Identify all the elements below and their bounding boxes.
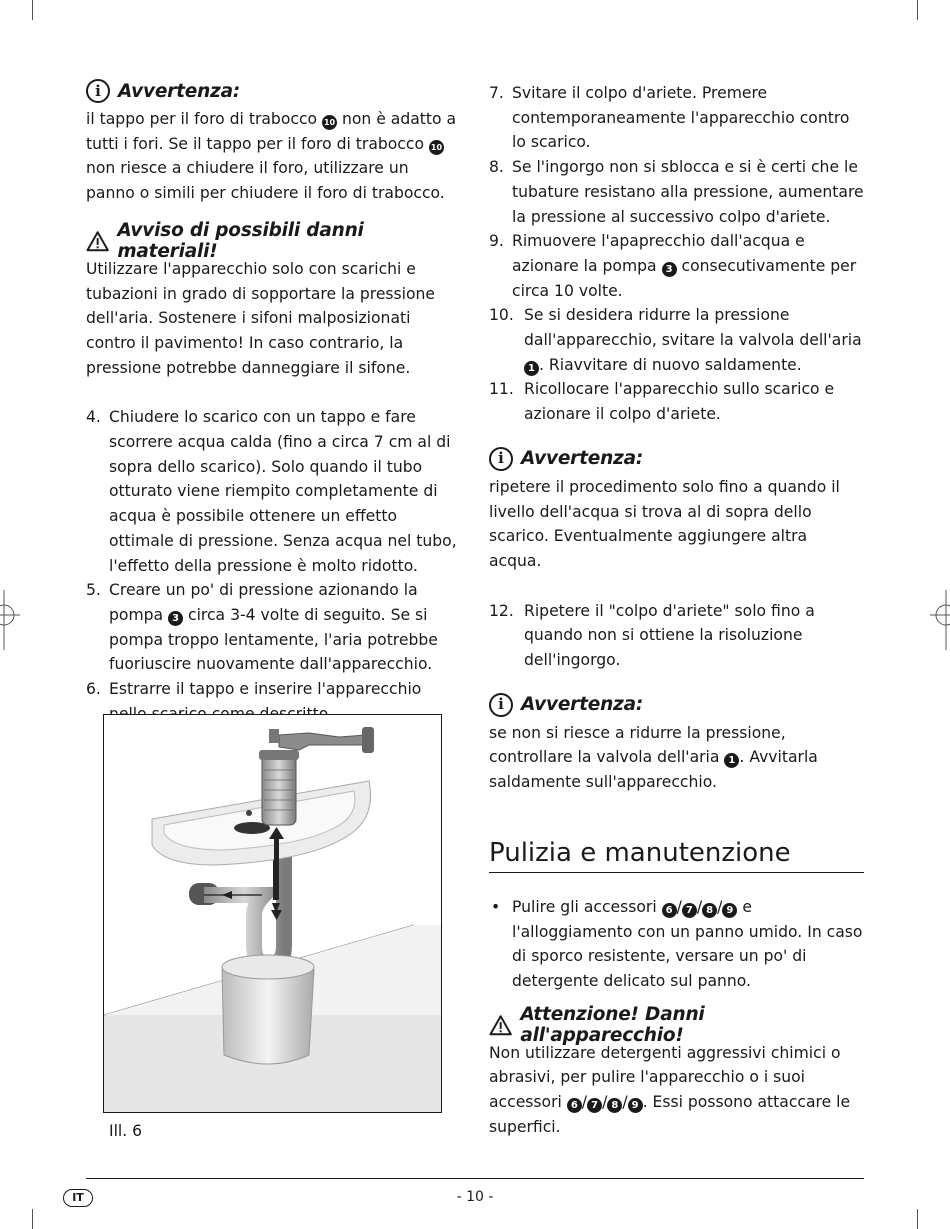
part-ref-1: 1 (524, 361, 539, 376)
warning-title: Attenzione! Danni all'apparecchio! (520, 1003, 705, 1046)
warning-icon (86, 230, 109, 252)
note-title: Avvertenza: (521, 448, 644, 470)
note-heading (86, 76, 460, 106)
illustration-6 (103, 714, 442, 1113)
part-ref-7: 7 (587, 1098, 602, 1113)
part-ref-10: 10 (429, 140, 444, 155)
crop-mark-bottom-left (32, 1209, 33, 1229)
figure-caption: Ill. 6 (109, 1122, 143, 1140)
part-ref-9: 9 (628, 1098, 643, 1113)
part-ref-3: 3 (662, 262, 677, 277)
part-ref-6: 6 (567, 1098, 582, 1113)
language-badge: IT (63, 1189, 93, 1207)
note-title: Avvertenza: (118, 80, 241, 102)
step-item: 10. Se si desidera ridurre la pressione dall'apparecchio, svitare la valvola dell'aria 1 . Riavvitare di nuovo saldamente. (489, 306, 862, 374)
footer-divider (86, 1178, 864, 1179)
crop-mark-bottom-right (917, 1209, 918, 1229)
part-ref-8: 8 (607, 1098, 622, 1113)
note-heading (489, 690, 864, 720)
warning-text: Utilizzare l'apparecchio solo con scarichi e tubazioni in grado di sopportare la pressione dell'aria. Sostenere i sifoni malposizionati contro il pavimento! In caso contrario, la pressione potrebbe danneggiare il sifone. (86, 259, 436, 377)
right-column (489, 81, 864, 1140)
left-column (86, 76, 460, 751)
part-ref-8: 8 (702, 903, 717, 918)
crop-mark-top-right (917, 0, 918, 20)
part-ref-6: 6 (662, 903, 677, 918)
step-list (489, 81, 864, 303)
page-number: - 10 - (456, 1189, 494, 1205)
step-item: 6. Estrarre il tappo e inserire l'apparecchio (86, 680, 422, 699)
note-title: Avvertenza: (521, 694, 644, 716)
registration-mark-right (920, 590, 950, 650)
note-heading (489, 444, 864, 474)
crop-mark-top-left (32, 0, 33, 20)
part-ref-1: 1 (724, 753, 739, 768)
step-item: 12. Ripetere il "colpo d'ariete" solo fino a quando non si ottiene la risoluzione dell'ingorgo. (489, 601, 815, 670)
step-list (86, 405, 460, 751)
part-ref-7: 7 (682, 903, 697, 918)
step-item: 11. Ricollocare l'apparecchio sullo scarico e azionare il colpo d'ariete. (489, 380, 835, 424)
note-text: se non si riesce a ridurre la pressione, controllare la valvola dell'aria 1 . Avvitarla saldamente sull'apparecchio. (489, 723, 818, 792)
step-item: 8. Se l'ingorgo non si sblocca e si è certi che le tubature resistano alla pressione, aumentare la pressione al successivo colpo d'ariete. (489, 158, 864, 226)
list-item: • Pulire gli accessori 6 / 7 / 8 / 9 e l'alloggiamento con un panno umido. In caso di sporco resistente, versare un po' di detergente delicato sul panno. (491, 897, 863, 990)
warning-heading (489, 1003, 864, 1046)
step-list (489, 599, 864, 673)
part-ref-3: 3 (168, 611, 183, 626)
section-title: Pulizia e manutenzione (489, 838, 864, 873)
warning-icon (489, 1014, 512, 1036)
step-item: 5. Creare un po' di pressione azionando la pompa 3 circa 3-4 volte di seguito. Se si pompa troppo lentamente, l'aria potrebbe fuoriuscire nuovamente dall'apparecchio. (86, 581, 438, 674)
note-text: il tappo per il foro di trabocco 10 non è adatto a tutti i fori. Se il tappo per il foro di trabocco 10 non riesce a chiudere il foro, utilizzare un panno o simili per chiudere il foro di trabocco. (86, 110, 457, 203)
warning-title: Avviso di possibili danni materiali! (117, 219, 364, 262)
part-ref-10: 10 (322, 115, 337, 130)
warning-text: Non utilizzare detergenti aggressivi chimici o abrasivi, per pulire l'apparecchio o i suoi accessori 6 / 7 / 8 / 9 . Essi possono attaccare le superfici. (489, 1043, 851, 1136)
step-item: 4. Chiudere lo scarico con un tappo e fare scorrere acqua calda (fino a circa 7 cm al di sopra dello scarico). Solo quando il tubo otturato viene riempito completamente di acqua è possibile ottenere un effetto ottimale di pressione. Senza acqua nel tubo, l'effetto della pressione è molto ridotto. (86, 408, 457, 575)
info-icon: i (489, 693, 513, 717)
warning-heading (86, 219, 460, 262)
sink-plunger-illustration (104, 715, 442, 1113)
info-icon: i (86, 79, 110, 103)
registration-mark-left (0, 590, 30, 650)
note-text: ripetere il procedimento solo fino a quando il livello dell'acqua si trova al di sopra dello scarico. Eventualmente aggiungere altra acqua. (489, 477, 840, 570)
part-ref-9: 9 (722, 903, 737, 918)
info-icon: i (489, 447, 513, 471)
step-list (489, 303, 864, 427)
step-item: 7. Svitare il colpo d'ariete. Premere contemporaneamente l'apparecchio contro lo scarico. (489, 84, 850, 152)
step-item: 9. Rimuovere l'apaprecchio dall'acqua e azionare la pompa 3 consecutivamente per circa 10 volte. (489, 232, 857, 300)
